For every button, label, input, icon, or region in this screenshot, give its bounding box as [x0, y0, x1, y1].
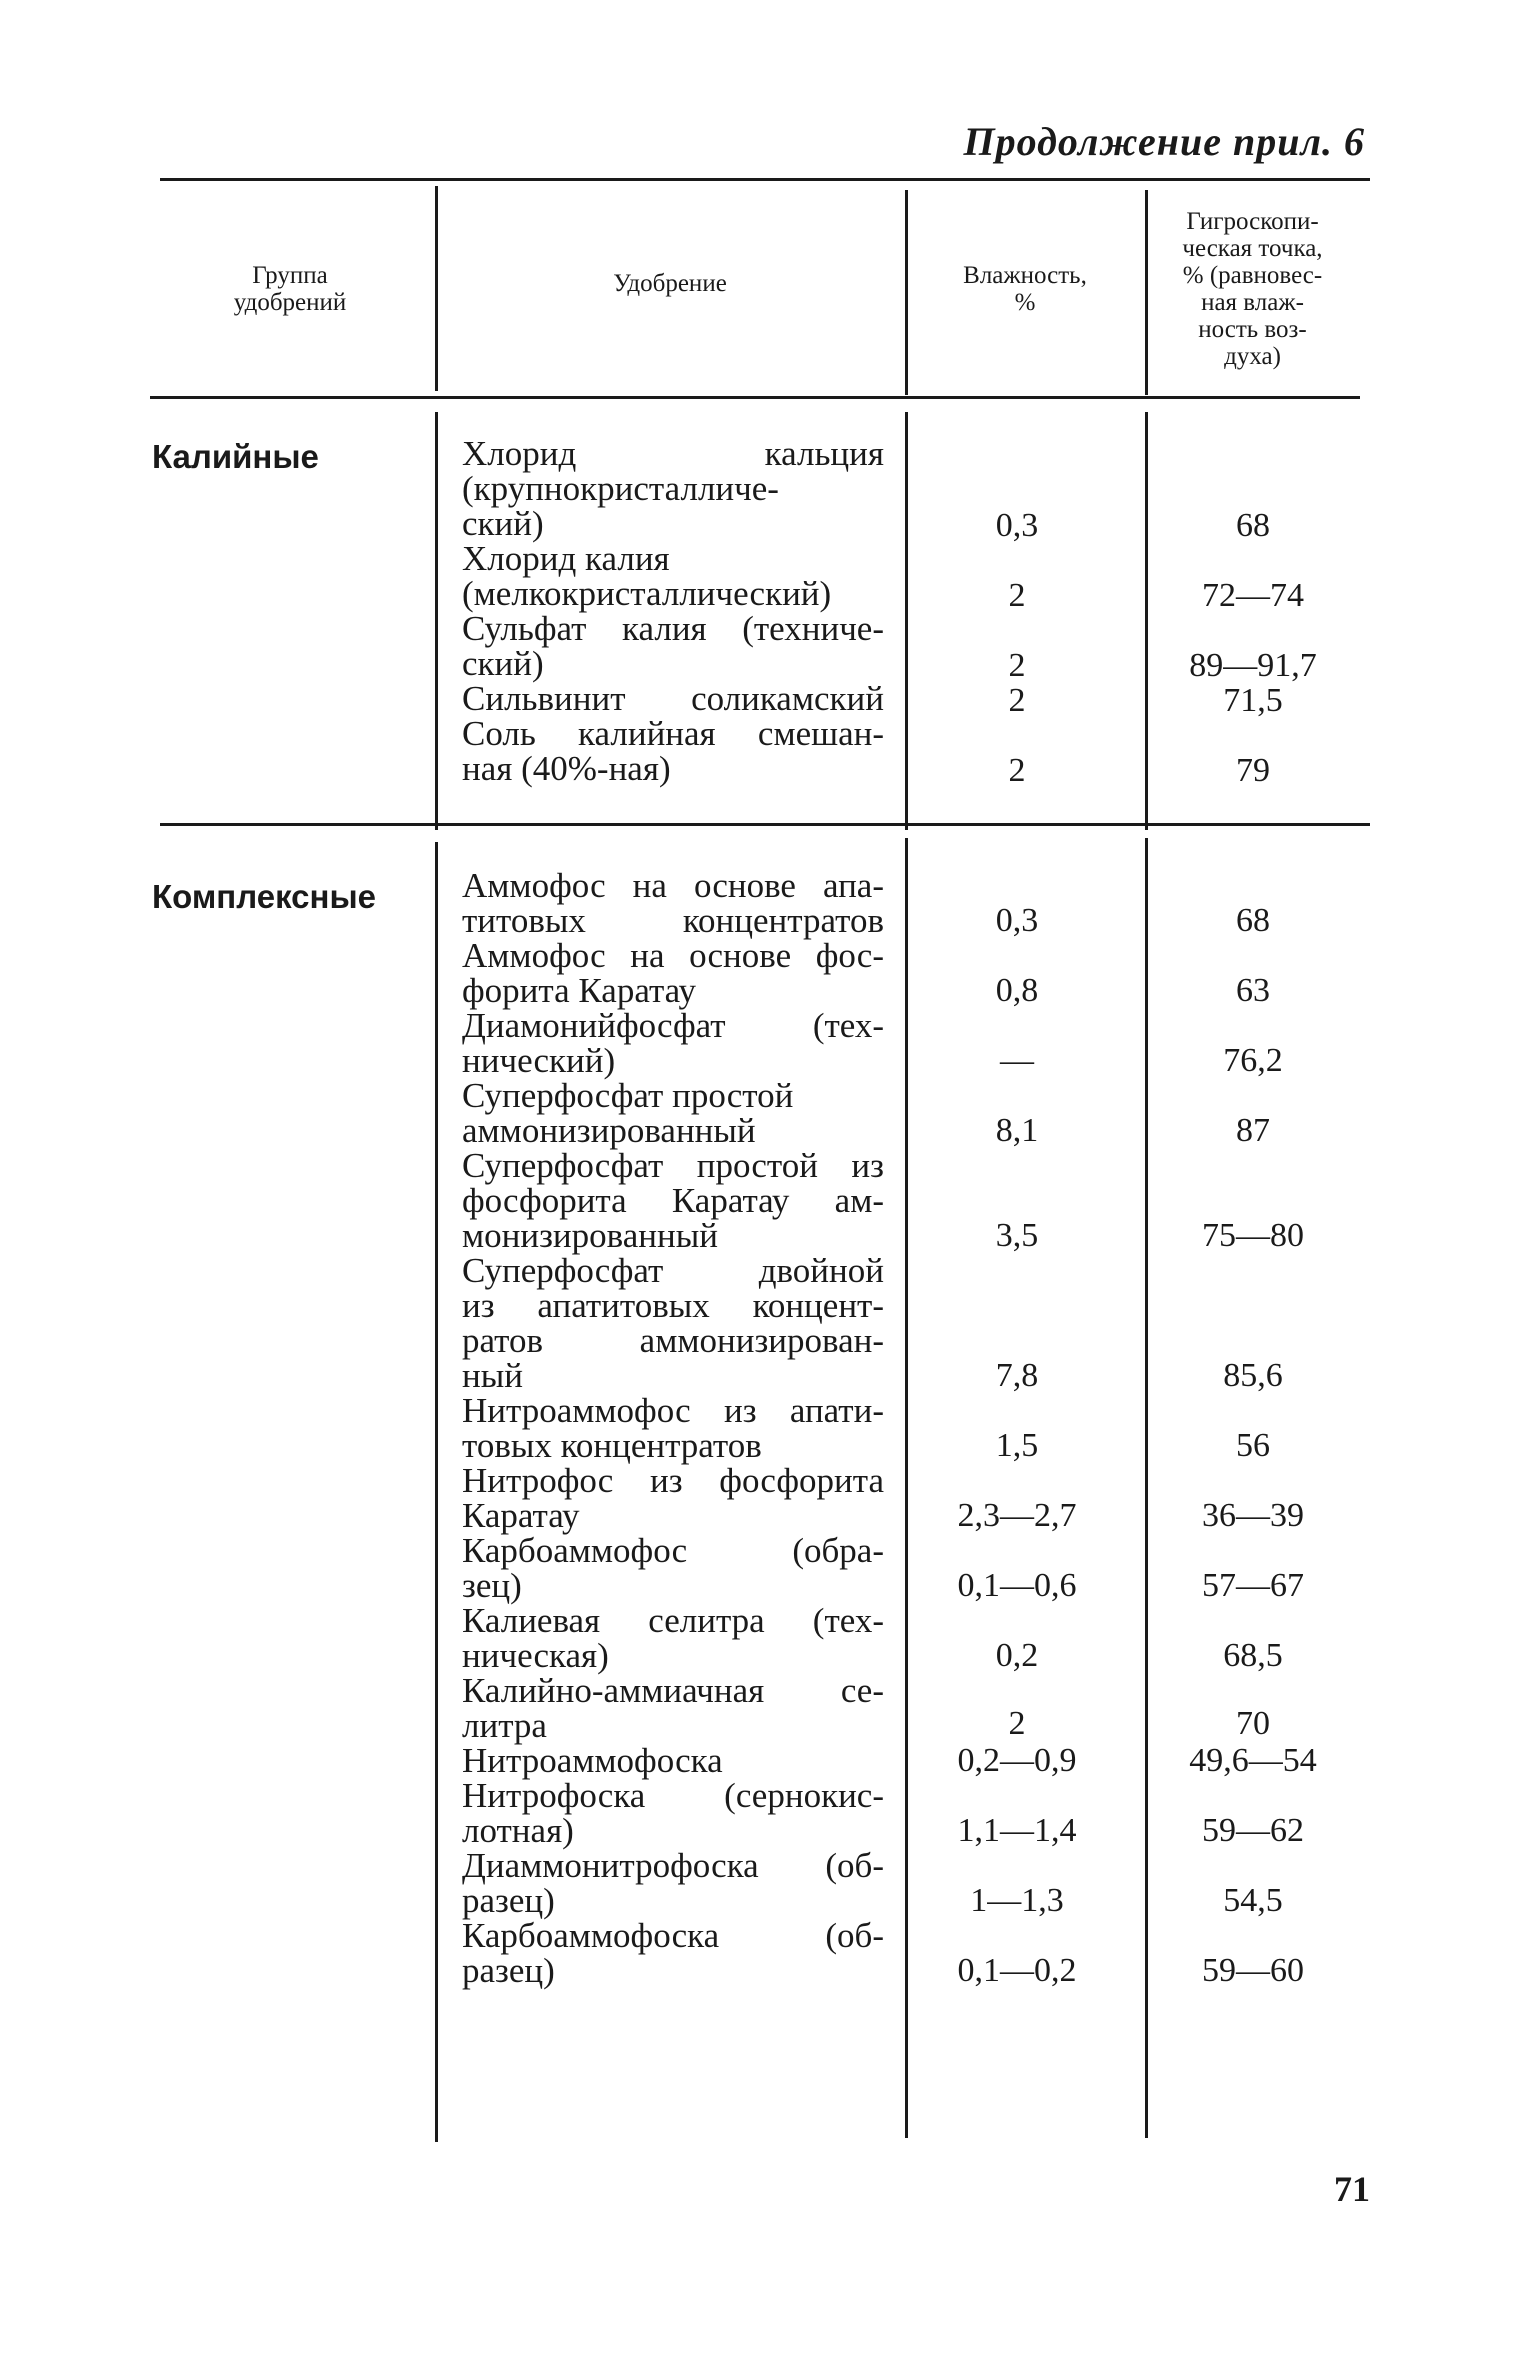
- fertilizer-line: Диамонийфосфат (тех-: [462, 1006, 884, 1045]
- moisture-value: 3,5: [995, 1217, 1039, 1254]
- fertilizer-line: фосфорита Каратау ам-: [462, 1181, 884, 1220]
- hygro-value: 70: [1236, 1705, 1270, 1742]
- fertilizer-line: Нитроаммофоска: [462, 1741, 723, 1780]
- hygro-value: 87: [1236, 1112, 1270, 1149]
- col-divider-1-header: [435, 186, 438, 391]
- fertilizer-line: Нитроаммофос из апати-: [462, 1391, 884, 1430]
- fertilizer-line: Суперфосфат простой из: [462, 1146, 884, 1185]
- fertilizer-line: Соль калийная смешан-: [462, 714, 884, 753]
- fertilizer-line: (крупнокристалличе-: [462, 469, 779, 508]
- rule-header-bottom: [150, 396, 1360, 399]
- fertilizer-line: Аммофос на основе апа-: [462, 866, 884, 905]
- moisture-value: —: [1000, 1042, 1034, 1079]
- col-divider-2-group2: [905, 838, 908, 2138]
- moisture-value: 2: [1008, 647, 1026, 684]
- hygro-value: 54,5: [1223, 1882, 1283, 1919]
- fertilizer-line: Калиевая селитра (тех-: [462, 1601, 884, 1640]
- group-name: Калийные: [152, 438, 319, 475]
- fertilizer-line: Хлорид калия: [462, 539, 670, 578]
- hygro-value: 63: [1236, 972, 1270, 1009]
- fertilizer-line: литра: [462, 1706, 547, 1745]
- fertilizer-line: зец): [462, 1566, 522, 1605]
- moisture-value: 7,8: [995, 1357, 1039, 1394]
- moisture-value: 2: [1008, 1705, 1026, 1742]
- moisture-value: 2: [1008, 577, 1026, 614]
- fertilizer-line: Карбоаммофоска (об-: [462, 1916, 884, 1955]
- moisture-value: 0,8: [995, 972, 1039, 1009]
- hygro-value: 56: [1236, 1427, 1270, 1464]
- fertilizer-line: титовых концентратов: [462, 901, 884, 940]
- fertilizer-line: ский): [462, 644, 544, 683]
- hygro-value: 68,5: [1223, 1637, 1283, 1674]
- hygro-value: 49,6—54: [1189, 1742, 1317, 1779]
- fertilizer-line: товых концентратов: [462, 1426, 762, 1465]
- hygro-value: 59—62: [1202, 1812, 1304, 1849]
- fertilizer-line: Диаммонитрофоска (об-: [462, 1846, 884, 1885]
- hygro-value: 71,5: [1223, 682, 1283, 719]
- hygro-value: 68: [1236, 507, 1270, 544]
- hygro-value: 36—39: [1202, 1497, 1304, 1534]
- fertilizer-line: Суперфосфат двойной: [462, 1251, 884, 1290]
- col-divider-3-header: [1145, 190, 1148, 395]
- moisture-value: 2: [1008, 752, 1026, 789]
- fertilizer-line: лотная): [462, 1811, 574, 1850]
- header-hygro: Гигроскопи- ческая точка, % (равновес- ная влаж- ность воз- духа): [1182, 208, 1323, 370]
- moisture-value: 2,3—2,7: [957, 1497, 1077, 1534]
- fertilizer-line: монизированный: [462, 1216, 718, 1255]
- rule-top: [160, 178, 1370, 181]
- fertilizer-line: разец): [462, 1881, 555, 1920]
- fertilizer-line: форита Каратау: [462, 971, 696, 1010]
- hygro-value: 79: [1236, 752, 1270, 789]
- page-number: 71: [1334, 2169, 1370, 2209]
- fertilizer-line: ная (40%-ная): [462, 749, 671, 788]
- fertilizer-line: ский): [462, 504, 544, 543]
- fertilizer-line: аммонизированный: [462, 1111, 756, 1150]
- fertilizer-line: из апатитовых концент-: [462, 1286, 884, 1325]
- moisture-value: 0,3: [995, 507, 1039, 544]
- table-caption: Продолжение прил. 6: [963, 119, 1365, 164]
- fertilizer-line: Калийно-аммиачная се-: [462, 1671, 884, 1710]
- hygro-value: 76,2: [1223, 1042, 1283, 1079]
- moisture-value: 0,1—0,2: [957, 1952, 1077, 1989]
- group-name: Комплексные: [152, 878, 376, 915]
- hygro-value: 75—80: [1202, 1217, 1304, 1254]
- fertilizer-line: Каратау: [462, 1496, 580, 1535]
- moisture-value: 1,5: [995, 1427, 1039, 1464]
- moisture-value: 8,1: [995, 1112, 1039, 1149]
- fertilizer-line: нический): [462, 1041, 616, 1080]
- fertilizer-line: Нитрофоска (сернокис-: [462, 1776, 884, 1815]
- fertilizer-line: (мелкокристаллический): [462, 574, 832, 613]
- moisture-value: 0,3: [995, 902, 1039, 939]
- fertilizer-line: Нитрофос из фосфорита: [462, 1461, 884, 1500]
- header-fertilizer: Удобрение: [613, 270, 727, 297]
- moisture-value: 0,2: [995, 1637, 1039, 1674]
- fertilizer-line: Аммофос на основе фос-: [462, 936, 884, 975]
- header-moisture: Влажность, %: [963, 262, 1087, 316]
- fertilizer-line: ный: [462, 1356, 523, 1395]
- col-divider-3-group2: [1145, 838, 1148, 2138]
- fertilizer-line: Суперфосфат простой: [462, 1076, 794, 1115]
- moisture-value: 0,1—0,6: [957, 1567, 1077, 1604]
- moisture-value: 1—1,3: [970, 1882, 1064, 1919]
- col-divider-1-group2: [435, 842, 438, 2142]
- col-divider-2-header: [905, 190, 908, 395]
- col-divider-2-group1: [905, 412, 908, 830]
- header-group: Группа удобрений: [233, 262, 347, 316]
- fertilizer-line: ратов аммонизирован-: [462, 1321, 884, 1360]
- hygro-value: 68: [1236, 902, 1270, 939]
- hygro-value: 72—74: [1202, 577, 1304, 614]
- fertilizer-line: Карбоаммофос (обра-: [462, 1531, 884, 1570]
- fertilizer-line: Сульфат калия (техниче-: [462, 609, 884, 648]
- hygro-value: 85,6: [1223, 1357, 1283, 1394]
- fertilizer-line: Сильвинит соликамский: [462, 679, 884, 718]
- rule-group-divider: [160, 823, 1370, 826]
- moisture-value: 0,2—0,9: [957, 1742, 1077, 1779]
- moisture-value: 2: [1008, 682, 1026, 719]
- hygro-value: 57—67: [1202, 1567, 1304, 1604]
- fertilizer-line: Хлорид кальция: [462, 434, 884, 473]
- fertilizer-line: ническая): [462, 1636, 609, 1675]
- moisture-value: 1,1—1,4: [957, 1812, 1077, 1849]
- fertilizer-line: разец): [462, 1951, 555, 1990]
- hygro-value: 89—91,7: [1189, 647, 1317, 684]
- col-divider-1-group1: [435, 412, 438, 830]
- hygro-value: 59—60: [1202, 1952, 1304, 1989]
